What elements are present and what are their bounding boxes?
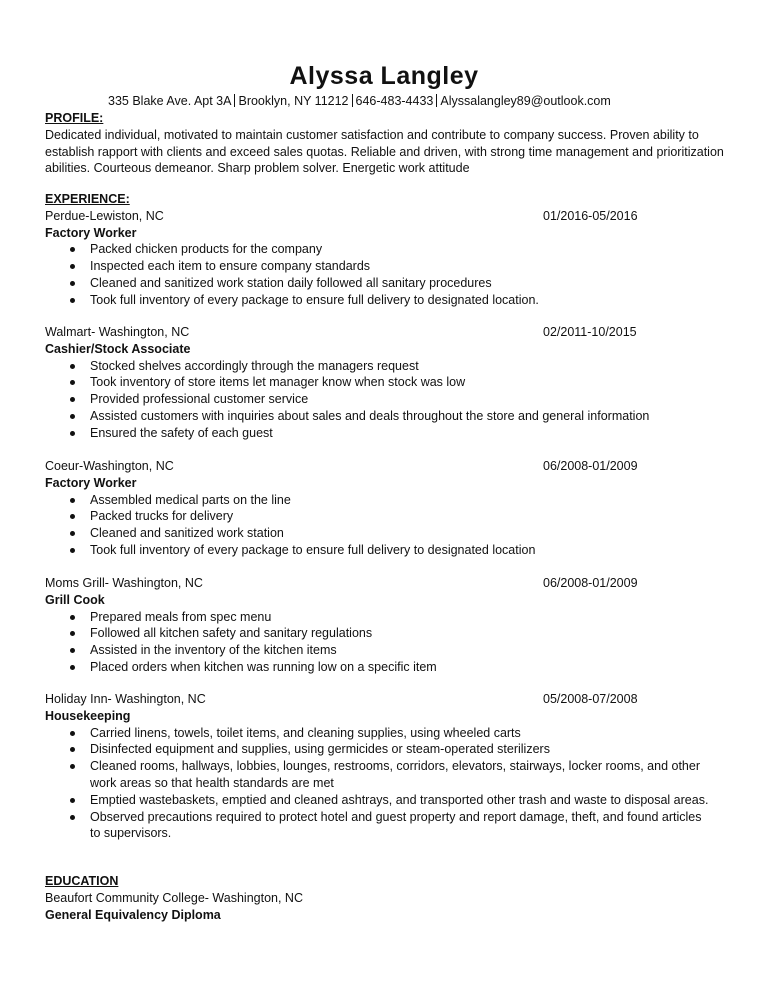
experience-heading: EXPERIENCE:	[45, 192, 130, 206]
duty-item: Took full inventory of every package to ensure full delivery to designated location	[45, 542, 710, 559]
experience-job-moms-grill	[45, 575, 725, 676]
duty-item: Assisted customers with inquiries about sales and deals throughout the store and general information	[45, 408, 710, 425]
duty-item: Cleaned rooms, hallways, lobbies, lounges, restrooms, corridors, elevators, stairways, locker rooms, and other work areas so that health standards are met	[45, 758, 710, 792]
experience-job-coeur	[45, 458, 725, 559]
job-header	[45, 458, 725, 475]
job-header	[45, 324, 725, 341]
contact-separator	[352, 94, 353, 107]
education-heading: EDUCATION	[45, 874, 119, 888]
job-duties-list	[45, 725, 725, 843]
duty-item: Packed trucks for delivery	[45, 508, 710, 525]
duty-item: Took inventory of store items let manager know when stock was low	[45, 374, 710, 391]
candidate-name: Alyssa Langley	[289, 62, 479, 90]
job-title: Housekeeping	[45, 708, 131, 723]
duty-item: Placed orders when kitchen was running low on a specific item	[45, 659, 710, 676]
contact-city: Brooklyn, NY 11212	[238, 94, 349, 108]
job-duties-list	[45, 241, 725, 308]
contact-address: 335 Blake Ave. Apt 3A	[108, 94, 232, 108]
education-degree: General Equivalency Diploma	[45, 907, 221, 922]
contact-separator	[234, 94, 235, 107]
duty-item: Assembled medical parts on the line	[45, 492, 710, 509]
contact-line	[108, 94, 611, 108]
job-header	[45, 575, 725, 592]
job-dates: 01/2016-05/2016	[543, 208, 638, 223]
job-employer: Walmart- Washington, NC	[45, 325, 190, 339]
duty-item: Took full inventory of every package to ensure full delivery to designated location.	[45, 292, 710, 309]
job-employer: Holiday Inn- Washington, NC	[45, 692, 206, 706]
job-dates: 06/2008-01/2009	[543, 576, 638, 590]
duty-item: Disinfected equipment and supplies, using germicides or steam-operated sterilizers	[45, 741, 710, 758]
contact-separator	[436, 94, 437, 107]
experience-job-walmart	[45, 324, 725, 442]
duty-item: Stocked shelves accordingly through the managers request	[45, 358, 710, 375]
job-dates: 02/2011-10/2015	[543, 325, 637, 339]
duty-item: Followed all kitchen safety and sanitary regulations	[45, 625, 710, 642]
job-employer: Coeur-Washington, NC	[45, 459, 174, 473]
duty-item: Observed precautions required to protect hotel and guest property and report damage, theft, and found articles to supervisors.	[45, 809, 710, 843]
job-duties-list	[45, 492, 725, 559]
profile-heading: PROFILE:	[45, 111, 104, 125]
duty-item: Cleaned and sanitized work station daily followed all sanitary procedures	[45, 275, 710, 292]
duty-item: Carried linens, towels, toilet items, and cleaning supplies, using wheeled carts	[45, 725, 710, 742]
duty-item: Packed chicken products for the company	[45, 241, 710, 258]
duty-item: Emptied wastebaskets, emptied and cleaned ashtrays, and transported other trash and waste to disposal areas.	[45, 792, 710, 809]
duty-item: Ensured the safety of each guest	[45, 425, 710, 442]
job-dates: 05/2008-07/2008	[543, 692, 638, 706]
job-duties-list	[45, 609, 725, 676]
experience-job-holiday-inn	[45, 691, 725, 842]
job-employer: Perdue-Lewiston, NC	[45, 208, 164, 223]
duty-item: Inspected each item to ensure company standards	[45, 258, 710, 275]
profile-text: Dedicated individual, motivated to maintain customer satisfaction and contribute to company success. Proven ability to establish rapport with clients and exceed sales quotas. Reliable and driven, with strong time management and prioritization abilities. Courteous demeanor. Sharp problem solver. Energetic work attitude	[45, 127, 724, 176]
contact-email: Alyssalangley89@outlook.com	[440, 94, 611, 108]
education-section	[45, 873, 725, 923]
duty-item: Cleaned and sanitized work station	[45, 525, 710, 542]
contact-phone: 646-483-4433	[355, 94, 434, 108]
education-school: Beaufort Community College- Washington, NC	[45, 890, 303, 905]
duty-item: Provided professional customer service	[45, 391, 710, 408]
job-header	[45, 691, 725, 708]
job-title: Grill Cook	[45, 592, 105, 607]
job-duties-list	[45, 358, 725, 442]
job-title: Factory Worker	[45, 225, 137, 240]
job-header	[45, 208, 725, 225]
duty-item: Assisted in the inventory of the kitchen items	[45, 642, 710, 659]
experience-section	[45, 191, 725, 309]
duty-item: Prepared meals from spec menu	[45, 609, 710, 626]
job-title: Factory Worker	[45, 475, 137, 490]
profile-section	[45, 110, 725, 177]
job-employer: Moms Grill- Washington, NC	[45, 576, 203, 590]
job-dates: 06/2008-01/2009	[543, 459, 638, 473]
job-title: Cashier/Stock Associate	[45, 341, 191, 356]
